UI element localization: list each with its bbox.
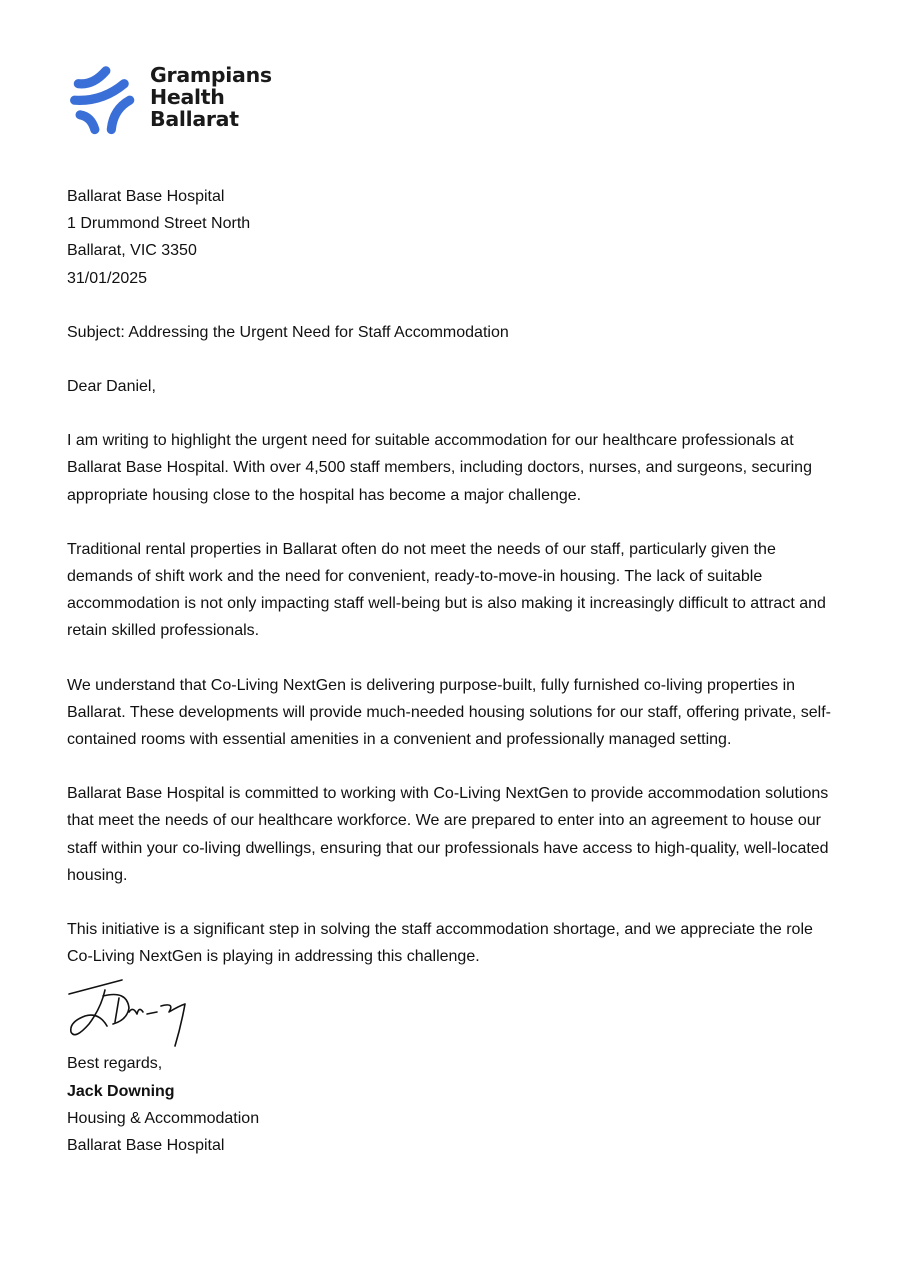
logo-line-3: Ballarat bbox=[150, 107, 239, 131]
handwritten-signature-icon bbox=[67, 976, 197, 1050]
paragraph-2: Traditional rental properties in Ballarat often do not meet the needs of our staff, particularly given the demands of shift work and the need for convenient, ready-to-move-in housing. The lack of suitable accommodation is not only impacting staff well-being but is also making it increasingly difficult to attract and retain skilled professionals. bbox=[67, 540, 826, 640]
logo-line-2: Health bbox=[150, 85, 225, 109]
subject-line: Subject: Addressing the Urgent Need for Staff Accommodation bbox=[67, 323, 509, 341]
signature bbox=[67, 976, 837, 1050]
address-line-3: Ballarat, VIC 3350 bbox=[67, 242, 197, 260]
paragraph-4: Ballarat Base Hospital is committed to working with Co-Living NextGen to provide accommodation solutions that meet the needs of our healthcare workforce. We are prepared to enter into an agreement to house our staff within your co-living dwellings, ensuring that our professionals have access to high-quality, well-located housing. bbox=[67, 785, 829, 884]
logo-line-1: Grampians bbox=[150, 63, 272, 87]
paragraph-1: I am writing to highlight the urgent need for suitable accommodation for our healthcare professionals at Ballarat Base Hospital. With over 4,500 staff members, including doctors, nurses, and surgeons, securing appropriate housing close to the hospital has become a major challenge. bbox=[67, 432, 812, 504]
logo-wordmark bbox=[150, 64, 272, 130]
paragraph-3: We understand that Co-Living NextGen is delivering purpose-built, fully furnished co-living properties in Ballarat. These developments will provide much-needed housing solutions for our staff, offering private, self-contained rooms with essential amenities in a convenient and professionally managed setting. bbox=[67, 676, 831, 749]
signer-name: Jack Downing bbox=[67, 1082, 175, 1100]
letter-date: 31/01/2025 bbox=[67, 269, 148, 287]
sender-address bbox=[67, 183, 837, 292]
letter-body bbox=[67, 183, 837, 1159]
address-line-1: Ballarat Base Hospital bbox=[67, 188, 225, 205]
paragraph-5: This initiative is a significant step in solving the staff accommodation shortage, and we appreciate the role Co-Living NextGen is playing in addressing this challenge. bbox=[67, 921, 813, 966]
address-line-2: 1 Drummond Street North bbox=[67, 215, 251, 233]
salutation: Dear Daniel, bbox=[67, 378, 156, 396]
letterhead-logo bbox=[66, 58, 272, 136]
closing: Best regards, bbox=[67, 1055, 163, 1073]
signer-organization: Ballarat Base Hospital bbox=[67, 1137, 225, 1155]
grampians-health-logo-icon bbox=[66, 58, 142, 136]
signer-title: Housing & Accommodation bbox=[67, 1109, 260, 1127]
closing-block bbox=[67, 1050, 837, 1159]
